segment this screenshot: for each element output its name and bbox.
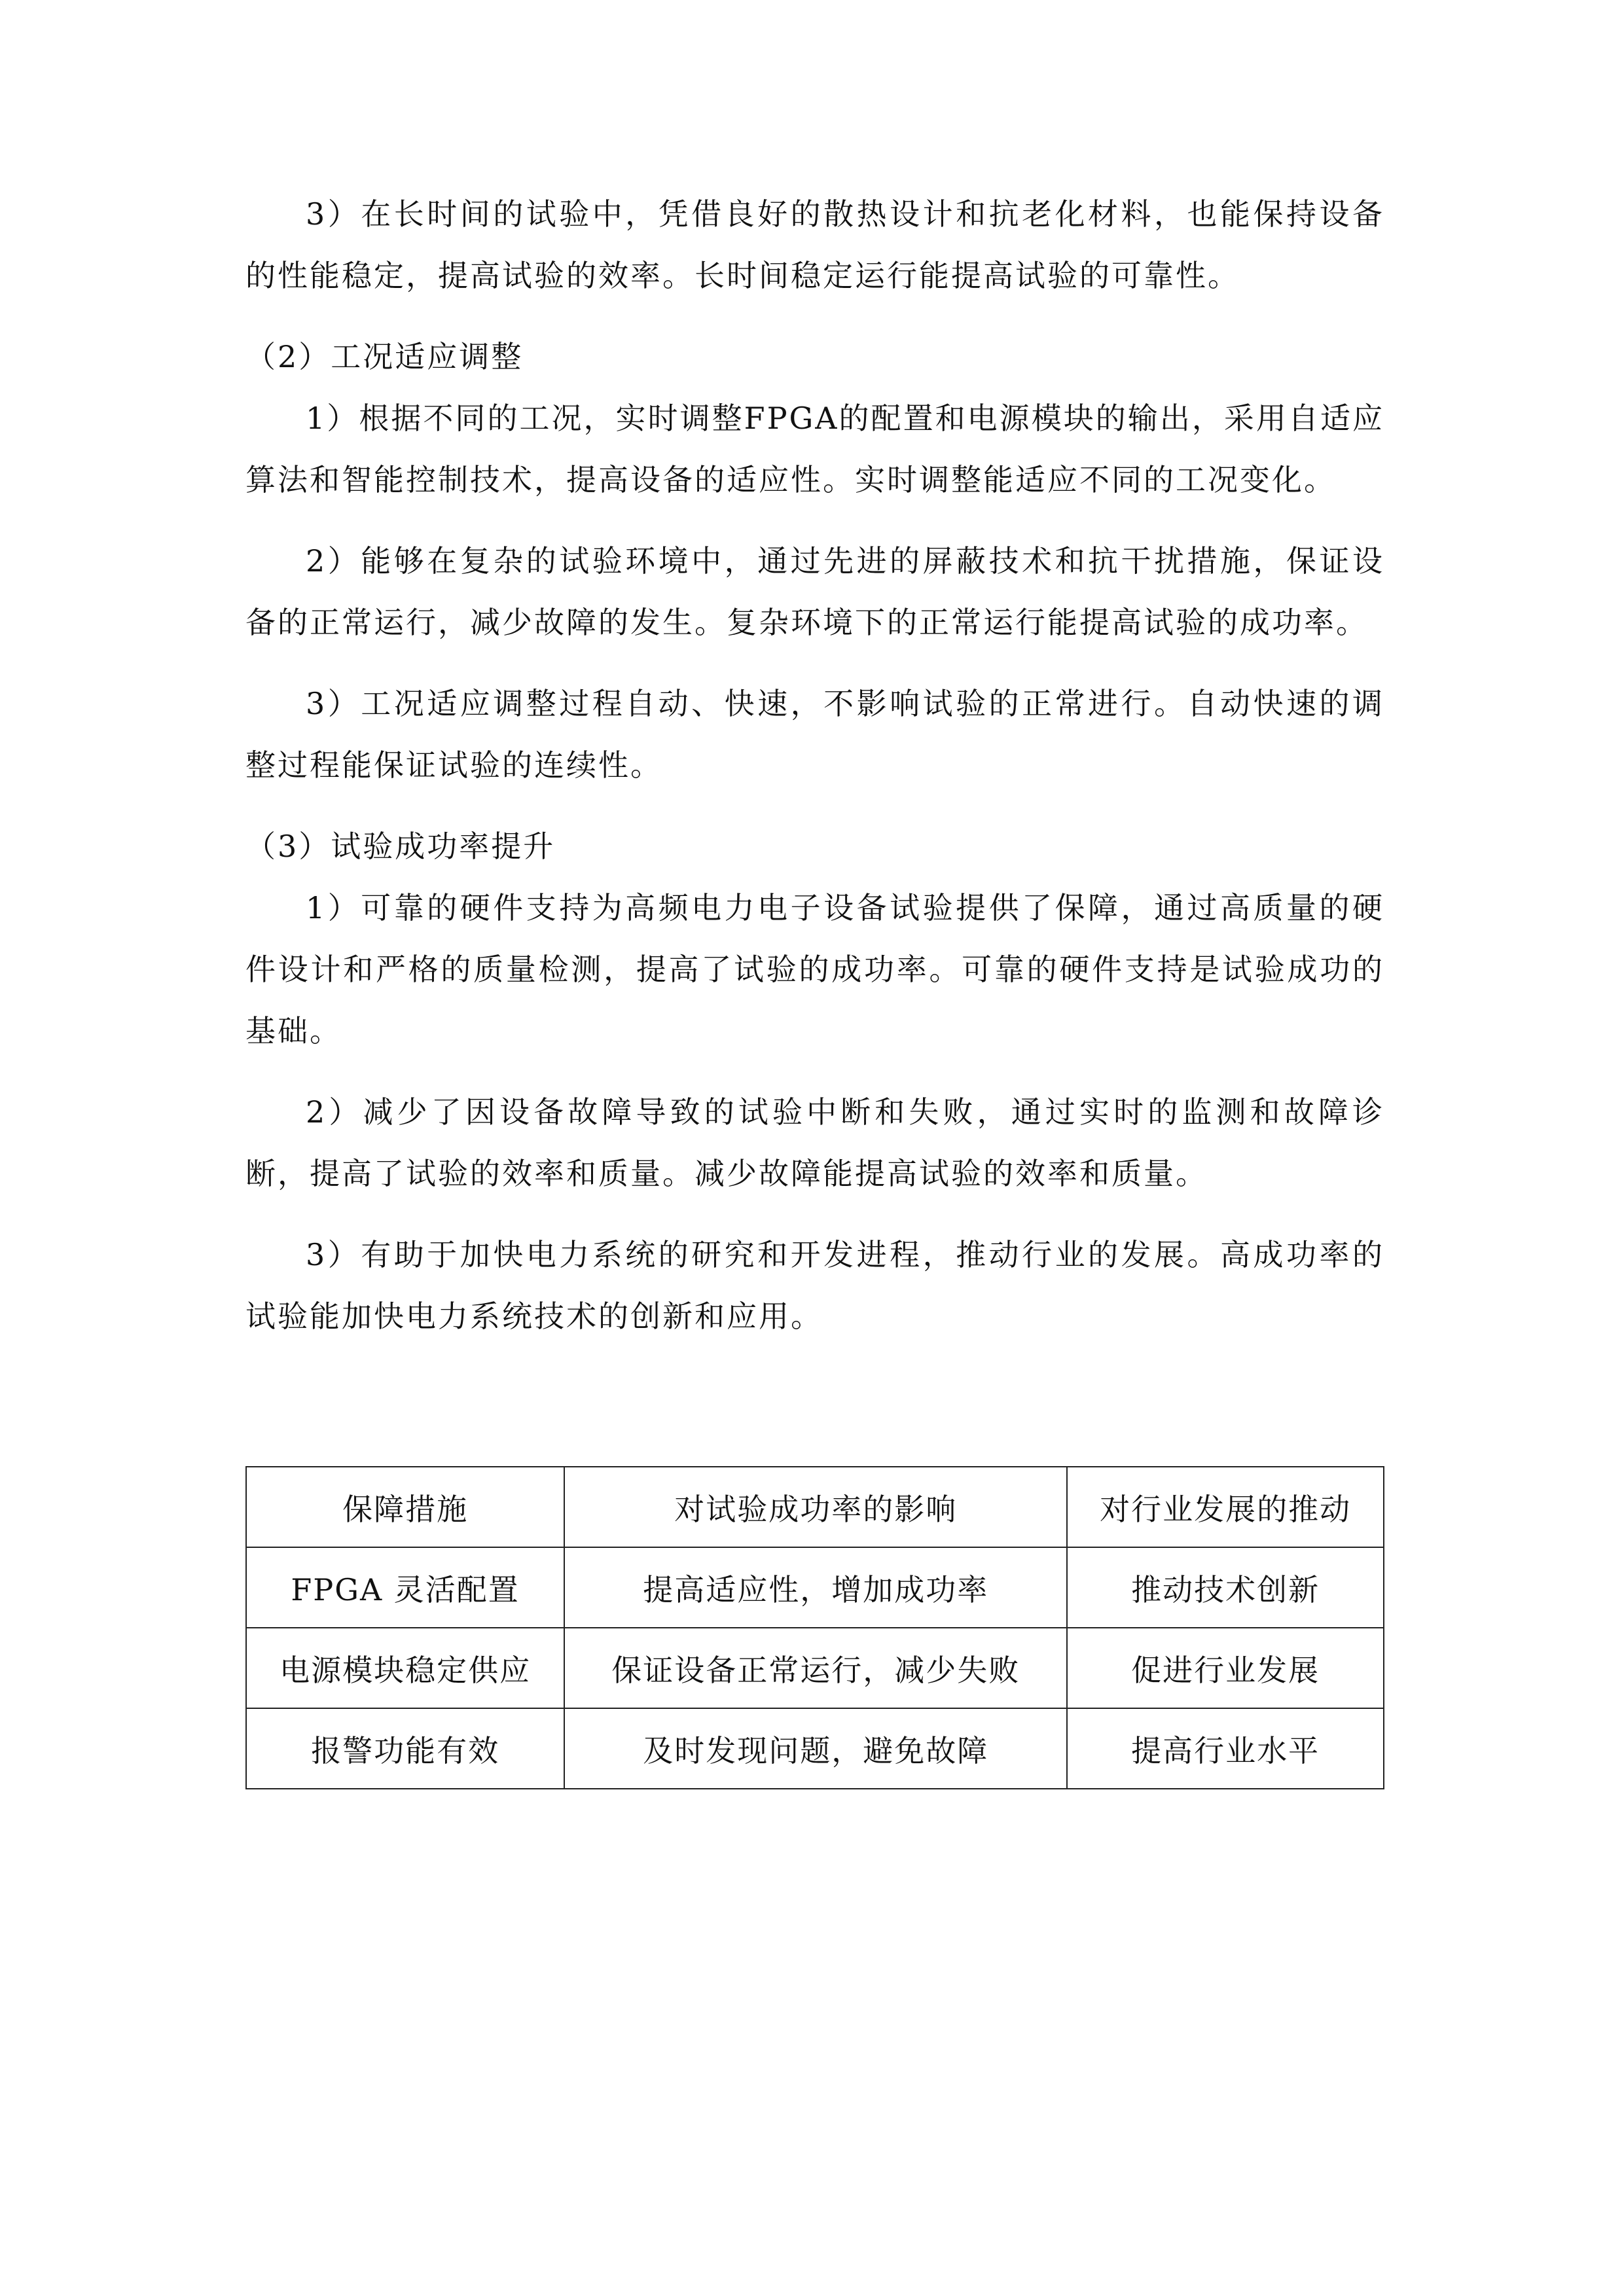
section-heading-success-rate: （3）试验成功率提升 <box>245 829 556 864</box>
table-cell: 及时发现问题，避免故障 <box>564 1708 1067 1789</box>
table-row <box>246 1628 1384 1708</box>
table-cell: 促进行业发展 <box>1067 1628 1384 1708</box>
table-cell: 电源模块稳定供应 <box>246 1628 564 1708</box>
section-heading-condition-adjust: （2）工况适应调整 <box>245 339 524 374</box>
table-header-cell: 保障措施 <box>246 1467 564 1547</box>
table-cell: 报警功能有效 <box>246 1708 564 1789</box>
paragraph-success-1: 1）可靠的硬件支持为高频电力电子设备试验提供了保障，通过高质量的硬件设计和严格的质量检测，提高了试验的成功率。可靠的硬件支持是试验成功的基础。 <box>245 890 1384 1049</box>
table-row <box>246 1547 1384 1628</box>
paragraph-condition-2: 2）能够在复杂的试验环境中，通过先进的屏蔽技术和抗干扰措施，保证设备的正常运行，减少故障的发生。复杂环境下的正常运行能提高试验的成功率。 <box>245 543 1384 640</box>
paragraph-success-3: 3）有助于加快电力系统的研究和开发进程，推动行业的发展。高成功率的试验能加快电力系统技术的创新和应用。 <box>245 1237 1384 1334</box>
table-cell: FPGA 灵活配置 <box>246 1547 564 1628</box>
table-cell: 推动技术创新 <box>1067 1547 1384 1628</box>
table-cell: 提高适应性，增加成功率 <box>564 1547 1067 1628</box>
table-header-row <box>246 1467 1384 1547</box>
table-row <box>246 1708 1384 1789</box>
paragraph-condition-3: 3）工况适应调整过程自动、快速，不影响试验的正常进行。自动快速的调整过程能保证试验的连续性。 <box>245 686 1384 783</box>
document-body <box>245 183 1384 1367</box>
table-header-cell: 对行业发展的推动 <box>1067 1467 1384 1547</box>
table-header-cell: 对试验成功率的影响 <box>564 1467 1067 1547</box>
table-cell: 提高行业水平 <box>1067 1708 1384 1789</box>
table-cell: 保证设备正常运行，减少失败 <box>564 1628 1067 1708</box>
paragraph-reliability-3: 3）在长时间的试验中，凭借良好的散热设计和抗老化材料，也能保持设备的性能稳定，提高试验的效率。长时间稳定运行能提高试验的可靠性。 <box>245 196 1384 293</box>
paragraph-success-2: 2）减少了因设备故障导致的试验中断和失败，通过实时的监测和故障诊断，提高了试验的效率和质量。减少故障能提高试验的效率和质量。 <box>245 1094 1384 1191</box>
paragraph-condition-1: 1）根据不同的工况，实时调整FPGA的配置和电源模块的输出，采用自适应算法和智能控制技术，提高设备的适应性。实时调整能适应不同的工况变化。 <box>245 401 1384 497</box>
measures-table <box>245 1466 1384 1789</box>
